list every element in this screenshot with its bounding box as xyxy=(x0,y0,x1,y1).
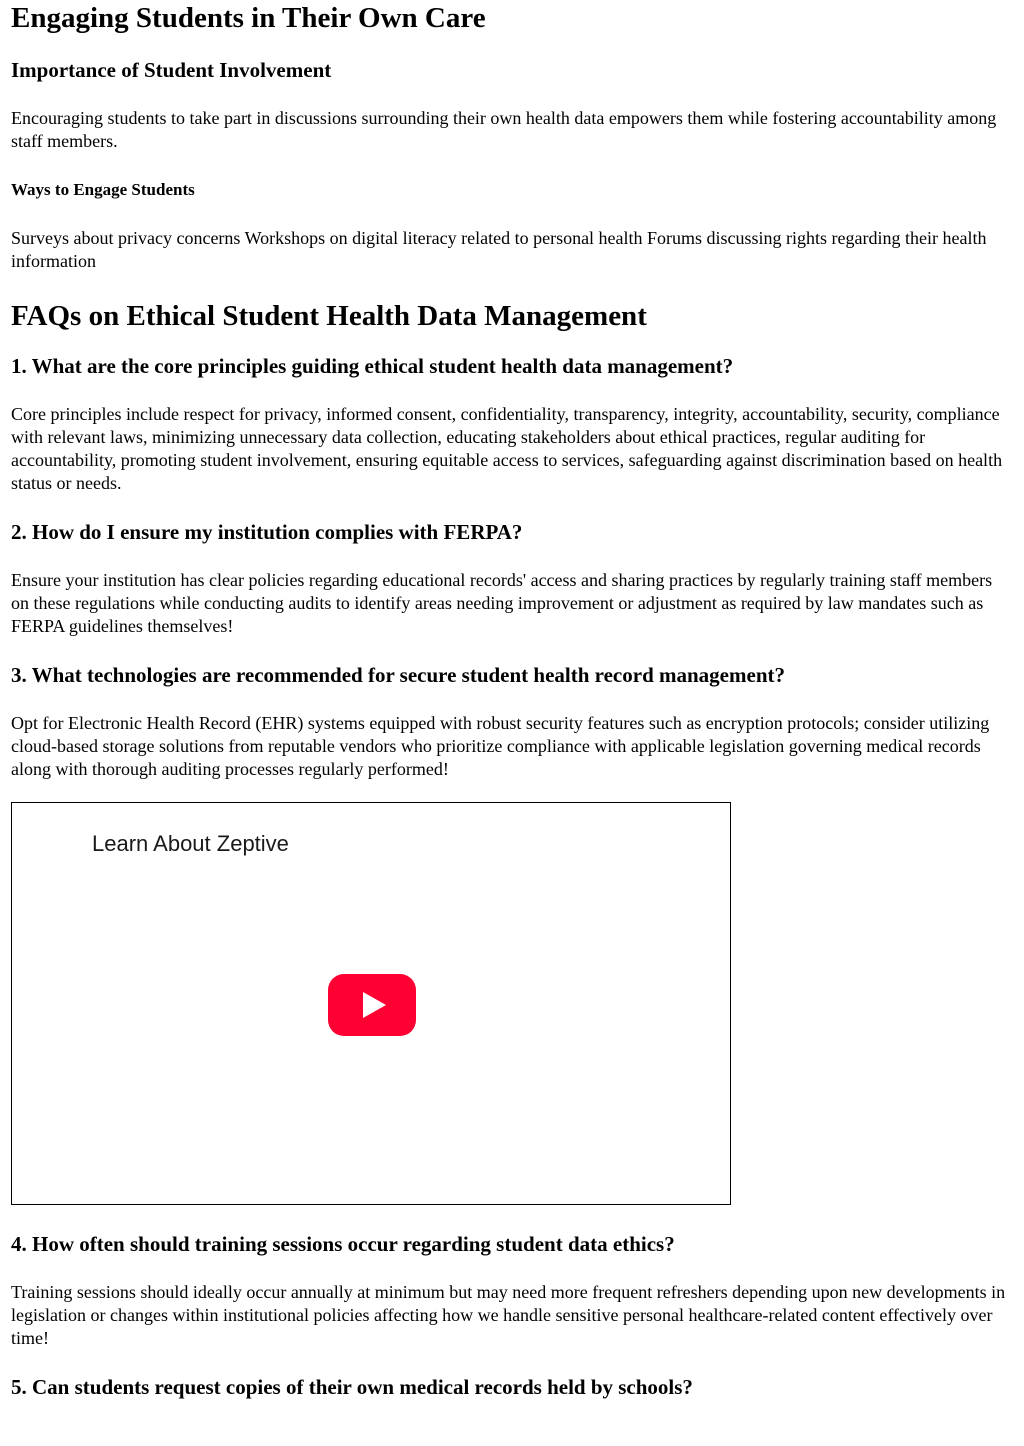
faq-answer: Ensure your institution has clear policies regarding educational records' access and sharing practices by regularly training staff members on these regulations while conducting audits to identify areas needing improvement or adjustment as required by law mandates such as FERPA guidelines themselves! xyxy=(11,570,993,636)
faq-question: 3. What technologies are recommended for secure student health record management? xyxy=(11,663,785,687)
faq-question: 1. What are the core principles guiding ethical student health data management? xyxy=(11,354,734,378)
faq-answer: Opt for Electronic Health Record (EHR) systems equipped with robust security features such as encryption protocols; consider utilizing cloud-based storage solutions from reputable vendors who prioritize compliance with applicable legislation governing medical records along with thorough auditing processes regularly performed! xyxy=(11,713,990,779)
youtube-play-icon[interactable] xyxy=(328,974,416,1036)
ways-paragraph: Surveys about privacy concerns Workshops on digital literacy related to personal health Forums discussing rights regarding their health information xyxy=(11,228,987,271)
faq-question: 2. How do I ensure my institution complies with FERPA? xyxy=(11,520,523,544)
faq-question: 5. Can students request copies of their own medical records held by schools? xyxy=(11,1375,693,1399)
video-title[interactable]: Learn About Zeptive xyxy=(92,831,289,856)
faq-answer: Core principles include respect for privacy, informed consent, confidentiality, transparency, integrity, accountability, security, compliance with relevant laws, minimizing unnecessary data collection, educating stakeholders about ethical practices, regular auditing for accountability, promoting student involvement, ensuring equitable access to services, safeguarding against discrimination based on health status or needs. xyxy=(11,404,1003,493)
video-embed[interactable] xyxy=(11,802,731,1205)
section-subtitle: Importance of Student Involvement xyxy=(11,58,332,82)
faq-title: FAQs on Ethical Student Health Data Management xyxy=(11,300,647,332)
ways-heading: Ways to Engage Students xyxy=(11,180,195,199)
intro-paragraph: Encouraging students to take part in discussions surrounding their own health data empowers them while fostering accountability among staff members. xyxy=(11,108,997,151)
faq-answer: Training sessions should ideally occur annually at minimum but may need more frequent refreshers depending upon new developments in legislation or changes within institutional policies affecting how we handle sensitive personal healthcare-related content effectively over time! xyxy=(11,1282,1006,1348)
section-title: Engaging Students in Their Own Care xyxy=(11,2,486,34)
faq-question: 4. How often should training sessions occur regarding student data ethics? xyxy=(11,1232,675,1256)
